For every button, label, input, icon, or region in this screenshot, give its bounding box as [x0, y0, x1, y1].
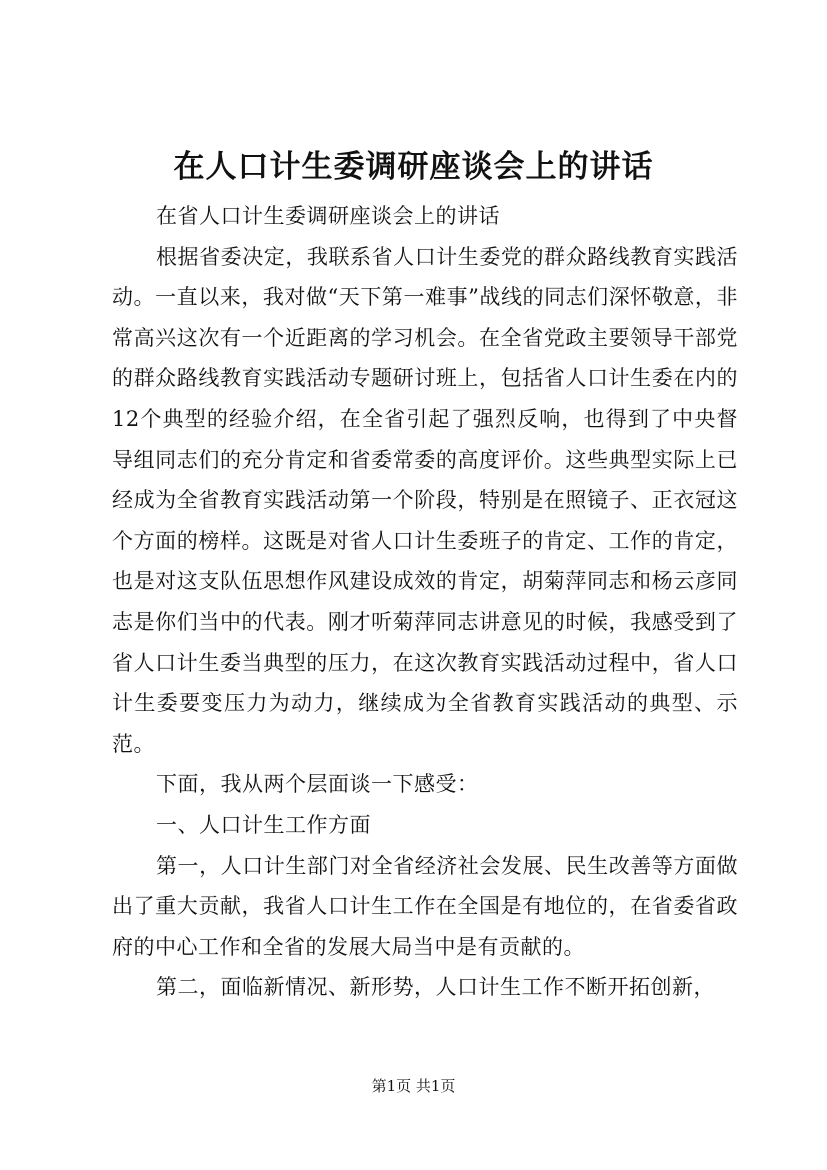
paragraph-transition: 下面，我从两个层面谈一下感受：: [156, 772, 479, 797]
paragraph-intro: 根据省委决定，我联系省人口计生委党的群众路线教育实践活动。一直以来，我对做“天下第一难事”战线的同志们深怀敬意，非常高兴这次有一个近距离的学习机会。在全省党政主要领导干部党的群众路线教育实践活动专题研讨班上，包括省人口计生委在内的12个典型的经验介绍，在全省引起了强烈反响，也得到了中央督导组同志们的充分肯定和省委常委的高度评价。这些典型实际上已经成为全省教育实践活动第一个阶段，特别是在照镜子、正衣冠这个方面的榜样。这既是对省人口计生委班子的肯定、工作的肯定，也是对这支队伍思想作风建设成效的肯定，胡菊萍同志和杨云彦同志是你们当中的代表。刚才听菊萍同志讲意见的时候，我感受到了省人口计生委当典型的压力，在这次教育实践活动过程中，省人口计生委要变压力为动力，继续成为全省教育实践活动的典型、示范。: [112, 244, 738, 756]
paragraph-subtitle: 在省人口计生委调研座谈会上的讲话: [156, 204, 500, 228]
paragraph-point-1: 第一，人口计生部门对全省经济社会发展、民生改善等方面做出了重大贡献，我省人口计生工作在全国是有地位的，在省委省政府的中心工作和全省的发展大局当中是有贡献的。: [112, 853, 738, 959]
document-title: 在人口计生委调研座谈会上的讲话: [173, 149, 654, 185]
page-footer: 第1页 共1页: [371, 1077, 456, 1095]
paragraph-point-2: 第二，面临新情况、新形势，人口计生工作不断开拓创新，: [156, 975, 715, 1000]
document-body: [112, 196, 738, 1008]
section-heading: 一、人口计生工作方面: [156, 812, 371, 837]
